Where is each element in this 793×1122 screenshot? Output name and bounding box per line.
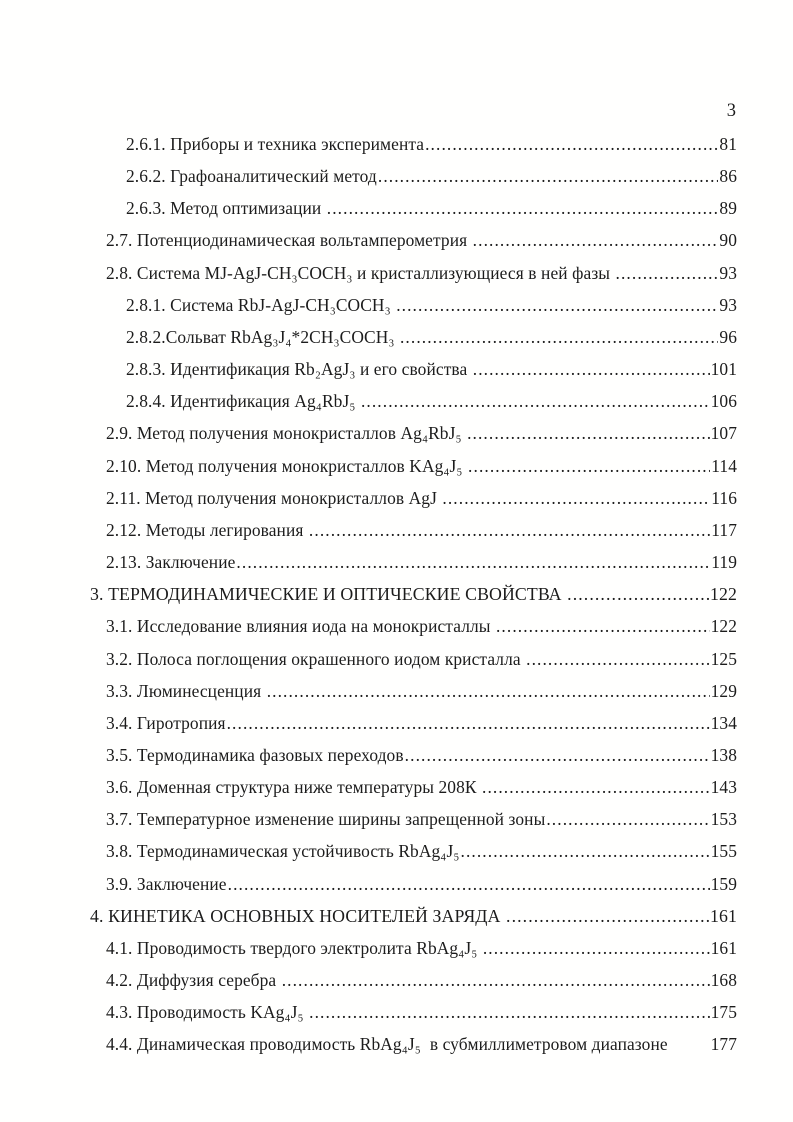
toc-entry: [0, 482, 737, 514]
toc-entry-page: 93: [719, 294, 737, 315]
toc-leader-dots: [282, 964, 710, 996]
toc-entry-page: 134: [710, 712, 737, 733]
toc-entry-page: 168: [710, 970, 737, 991]
toc-entry-label: 3.8. Термодинамическая устойчивость RbAg₄J₅: [106, 841, 460, 862]
toc-entry-page: 155: [710, 841, 737, 862]
toc-entry-page: 177: [710, 1034, 737, 1055]
toc-entry-label: 3.3. Люминесценция: [106, 680, 266, 701]
toc-entry: [0, 932, 737, 964]
toc-entry: [0, 771, 737, 803]
toc-leader-dots: [425, 128, 718, 160]
toc-entry-page: 153: [710, 809, 737, 830]
toc-entry: [0, 868, 737, 900]
toc-entry-page: 86: [719, 166, 737, 187]
toc-entry-label: 2.8. Система MJ-AgJ-CH₃COCH₃ и кристаллизующиеся в ней фазы: [106, 262, 615, 283]
toc-entry-page: 161: [710, 905, 737, 926]
toc-entry: [0, 353, 737, 385]
page-number: 3: [726, 101, 736, 121]
toc-leader-dots: [309, 996, 709, 1028]
toc-leader-dots: [327, 192, 719, 224]
toc-leader-dots: [227, 707, 710, 739]
toc-leader-dots: [483, 932, 710, 964]
toc-entry-label: 2.6.2. Графоаналитический метод: [126, 166, 377, 187]
toc-leader-dots: [526, 643, 709, 675]
toc-entry-label: 3. ТЕРМОДИНАМИЧЕСКИЕ И ОПТИЧЕСКИЕ СВОЙСТВА: [90, 584, 567, 605]
toc-entry-label: 3.4. Гиротропия: [106, 712, 226, 733]
toc-entry-label: 3.6. Доменная структура ниже температуры 208К: [106, 777, 482, 798]
toc-entry-page: 90: [719, 230, 737, 251]
toc-leader-dots: [467, 417, 710, 449]
toc-entry-page: 96: [719, 326, 737, 347]
toc-entry-label: 3.7. Температурное изменение ширины запрещенной зоны: [106, 809, 546, 830]
toc-entry-label: 4.1. Проводимость твердого электролита RbAg₄J₅: [106, 937, 482, 958]
toc-leader-dots: [267, 675, 710, 707]
toc-entry-page: 119: [711, 552, 737, 573]
toc-entry-page: 161: [710, 937, 737, 958]
toc-entry-page: 125: [710, 648, 737, 669]
toc-entry-label: 2.8.1. Система RbJ-AgJ-CH₃COCH₃: [126, 294, 396, 315]
toc-entry: [0, 643, 737, 675]
toc-entry-page: 116: [711, 487, 737, 508]
toc-entry-label: 2.8.3. Идентификация Rb₂AgJ₃ и его свойства: [126, 359, 472, 380]
toc-entry-page: 93: [719, 262, 737, 283]
toc-entry: [0, 546, 737, 578]
toc-entry: [0, 385, 737, 417]
toc-leader-dots: [378, 160, 719, 192]
toc-entry-page: 81: [719, 134, 737, 154]
toc-entry-page: 143: [710, 777, 737, 798]
toc-entry-page: 89: [719, 198, 737, 219]
toc-leader-dots: [236, 546, 710, 578]
toc-entry: [0, 192, 737, 224]
toc-entry-page: 138: [710, 744, 737, 765]
toc-entry: [0, 675, 737, 707]
toc-entry: [0, 224, 737, 256]
toc-entry-page: 122: [710, 584, 737, 605]
toc-entry-label: 4. КИНЕТИКА ОСНОВНЫХ НОСИТЕЛЕЙ ЗАРЯДА: [90, 905, 506, 926]
toc-entry-page: 107: [710, 423, 737, 444]
toc-leader-dots: [309, 514, 710, 546]
toc-leader-dots: [405, 739, 710, 771]
toc-entry: [0, 289, 737, 321]
toc-entry: [0, 160, 737, 192]
toc-entry-label: 3.9. Заключение: [106, 873, 227, 894]
toc-entry-label: 4.3. Проводимость KAg₄J₅: [106, 1002, 309, 1023]
toc-entry-label: 4.2. Диффузия серебра: [106, 970, 281, 991]
toc-leader-dots: [468, 450, 710, 482]
toc-leader-dots: [396, 289, 718, 321]
toc-entry-page: 101: [710, 359, 737, 380]
toc-entry-label: 2.13. Заключение: [106, 552, 236, 573]
toc-leader-dots: [228, 868, 710, 900]
toc-leader-dots: [616, 257, 719, 289]
toc-leader-dots: [473, 224, 719, 256]
toc-entry-label: 2.10. Метод получения монокристаллов KAg₄J₅: [106, 455, 468, 476]
toc-entry-page: 122: [710, 616, 737, 637]
toc-entry: [0, 450, 737, 482]
toc-entry-label: 4.4. Динамическая проводимость RbAg₄J₅ в субмиллиметровом диапазоне: [106, 1034, 668, 1055]
toc-entry: [0, 417, 737, 449]
toc-leader-dots: [461, 835, 710, 867]
toc-entry-page: 114: [711, 455, 737, 476]
toc-entry-label: 2.9. Метод получения монокристаллов Ag₄RbJ₅: [106, 423, 467, 444]
toc-entry-page: 117: [711, 519, 737, 540]
toc-entry: [0, 578, 737, 610]
toc-entry-label: 3.1. Исследование влияния иода на монокристаллы: [106, 616, 495, 637]
toc-leader-dots: [567, 578, 709, 610]
toc-entry-label: 3.2. Полоса поглощения окрашенного иодом кристалла: [106, 648, 526, 669]
toc-entry-label: 2.7. Потенциодинамическая вольтамперометрия: [106, 230, 472, 251]
toc-entry: [0, 707, 737, 739]
toc-leader-dots: [482, 771, 710, 803]
toc-entry: [0, 739, 737, 771]
toc-entry-label: 2.12. Методы легирования: [106, 519, 308, 540]
table-of-contents: [0, 128, 737, 1061]
toc-entry-label: 2.6.1. Приборы и техника эксперимента: [126, 134, 425, 154]
toc-entry-page: 159: [710, 873, 737, 894]
toc-entry: [0, 996, 737, 1028]
toc-leader-dots: [361, 385, 710, 417]
toc-entry-label: 2.6.3. Метод оптимизации: [126, 198, 326, 219]
toc-leader-dots: [496, 610, 710, 642]
toc-entry-label: 2.11. Метод получения монокристаллов AgJ: [106, 487, 442, 508]
toc-leader-dots: [473, 353, 710, 385]
toc-entry-label: 2.8.4. Идентификация Ag₄RbJ₅: [126, 391, 360, 412]
toc-entry: [0, 514, 737, 546]
toc-entry-label: 3.5. Термодинамика фазовых переходов: [106, 744, 404, 765]
toc-entry: [0, 610, 737, 642]
toc-entry: [0, 803, 737, 835]
toc-entry: [0, 257, 737, 289]
toc-leader-dots: [400, 321, 718, 353]
toc-leader-dots: [546, 803, 709, 835]
toc-entry-page: 175: [710, 1002, 737, 1023]
toc-leader-dots: [442, 482, 710, 514]
toc-entry: [0, 321, 737, 353]
toc-entry-page: 106: [710, 391, 737, 412]
toc-entry: [0, 128, 737, 160]
toc-entry: [0, 964, 737, 996]
toc-leader-dots: [506, 900, 709, 932]
toc-entry: [0, 900, 737, 932]
toc-entry: [0, 1028, 737, 1060]
toc-entry: [0, 835, 737, 867]
toc-entry-page: 129: [710, 680, 737, 701]
toc-entry-label: 2.8.2.Сольват RbAg₃J₄*2CH₃COCH₃: [126, 326, 399, 347]
